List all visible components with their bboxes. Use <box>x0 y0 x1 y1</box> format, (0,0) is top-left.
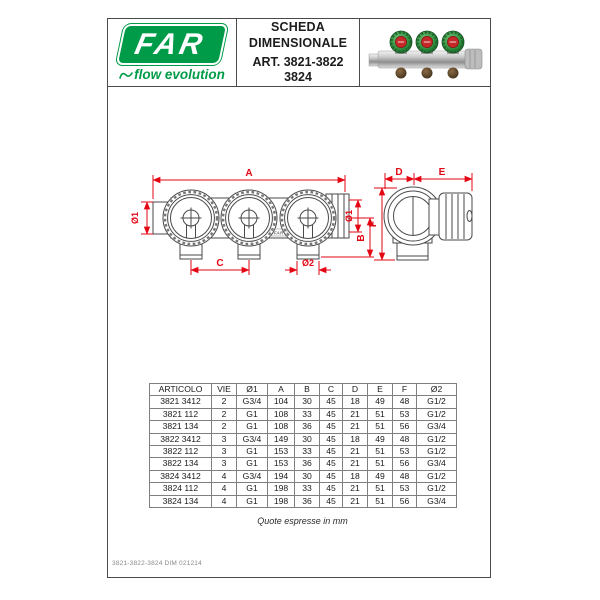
table-cell: 18 <box>343 470 368 482</box>
table-cell: 198 <box>268 495 295 507</box>
dim-label-d2: Ø2 <box>301 258 315 268</box>
column-header: B <box>295 384 320 396</box>
title-cell <box>237 19 360 86</box>
dim-label-B: B <box>356 234 367 242</box>
table-cell: G3/4 <box>237 396 268 408</box>
table-cell: 18 <box>343 396 368 408</box>
table-cell: 108 <box>268 421 295 433</box>
table-cell: 49 <box>368 433 393 445</box>
table-cell: 30 <box>295 433 320 445</box>
table-cell: 51 <box>368 483 393 495</box>
table-cell: 33 <box>295 446 320 458</box>
table-section <box>149 383 456 508</box>
table-cell: 51 <box>368 495 393 507</box>
table-cell: 36 <box>295 421 320 433</box>
dim-label-F: F <box>368 220 379 228</box>
table-cell: 56 <box>393 421 417 433</box>
table-cell: 3 <box>212 458 237 470</box>
column-header: C <box>320 384 343 396</box>
table-row <box>150 433 457 445</box>
table-cell: 149 <box>268 433 295 445</box>
table-row <box>150 495 457 507</box>
table-cell: 45 <box>320 408 343 420</box>
table-cell: G1/2 <box>417 470 457 482</box>
table-cell: 108 <box>268 408 295 420</box>
table-cell: 33 <box>295 483 320 495</box>
document-code: 3821-3822-3824 DIM 021214 <box>112 560 202 567</box>
header <box>108 19 490 87</box>
product-photo <box>361 21 489 85</box>
column-header: VIE <box>212 384 237 396</box>
column-header: E <box>368 384 393 396</box>
table-cell: G3/4 <box>417 421 457 433</box>
tagline-swash-icon <box>119 69 133 81</box>
table-cell: 48 <box>393 396 417 408</box>
dimensions-table <box>149 383 457 508</box>
table-cell: 3824 3412 <box>150 470 212 482</box>
table-cell: 3822 3412 <box>150 433 212 445</box>
body-brand-mark: FAR <box>273 231 284 237</box>
table-cell: G1 <box>237 421 268 433</box>
table-cell: G1/2 <box>417 483 457 495</box>
table-cell: 3821 112 <box>150 408 212 420</box>
table-cell: G1 <box>237 458 268 470</box>
column-header: F <box>393 384 417 396</box>
table-cell: 3 <box>212 433 237 445</box>
table-cell: 53 <box>393 483 417 495</box>
dim-label-A: A <box>245 168 253 179</box>
table-row <box>150 446 457 458</box>
table-cell: 4 <box>212 495 237 507</box>
table-cell: 30 <box>295 470 320 482</box>
table-cell: G3/4 <box>417 495 457 507</box>
table-cell: 153 <box>268 446 295 458</box>
table-cell: 45 <box>320 483 343 495</box>
table-cell: 21 <box>343 408 368 420</box>
dim-label-E: E <box>438 167 446 178</box>
table-cell: 36 <box>295 458 320 470</box>
table-row <box>150 421 457 433</box>
valve-knob <box>416 31 438 53</box>
table-cell: G3/4 <box>417 458 457 470</box>
table-cell: 33 <box>295 408 320 420</box>
side-view <box>384 187 472 260</box>
photo-cell <box>360 19 490 86</box>
table-cell: G3/4 <box>237 433 268 445</box>
column-header: Ø1 <box>237 384 268 396</box>
dim-label-C: C <box>216 258 224 269</box>
table-cell: 53 <box>393 446 417 458</box>
table-cell: 153 <box>268 458 295 470</box>
dim-label-D: D <box>395 167 403 178</box>
table-cell: 3824 112 <box>150 483 212 495</box>
table-cell: 3824 134 <box>150 495 212 507</box>
valve-knob <box>390 31 412 53</box>
table-cell: 21 <box>343 495 368 507</box>
table-row <box>150 470 457 482</box>
table-cell: 21 <box>343 446 368 458</box>
table-cell: 51 <box>368 446 393 458</box>
table-cell: 45 <box>320 458 343 470</box>
table-cell: 2 <box>212 396 237 408</box>
sheet-title-line1: SCHEDA <box>271 20 325 35</box>
table-cell: G1 <box>237 483 268 495</box>
table-cell: 56 <box>393 495 417 507</box>
table-cell: 3821 134 <box>150 421 212 433</box>
table-cell: 51 <box>368 421 393 433</box>
table-cell: 36 <box>295 495 320 507</box>
table-cell: G1 <box>237 408 268 420</box>
table-cell: G1/2 <box>417 446 457 458</box>
table-cell: 21 <box>343 483 368 495</box>
column-header: D <box>343 384 368 396</box>
table-cell: G1/2 <box>417 408 457 420</box>
table-header-row <box>150 384 457 396</box>
table-cell: 4 <box>212 470 237 482</box>
table-cell: 104 <box>268 396 295 408</box>
table-cell: 45 <box>320 421 343 433</box>
table-cell: 3 <box>212 446 237 458</box>
column-header: A <box>268 384 295 396</box>
front-view <box>153 190 349 259</box>
table-row <box>150 458 457 470</box>
valve-knob <box>442 31 464 53</box>
sheet-title-line2: DIMENSIONALE <box>248 36 348 51</box>
table-cell: 45 <box>320 396 343 408</box>
table-cell: 48 <box>393 470 417 482</box>
table-cell: 3822 134 <box>150 458 212 470</box>
table-cell: 21 <box>343 421 368 433</box>
article-numbers-line1: ART. 3821-3822 <box>252 54 344 69</box>
valve-knob-drawing <box>163 190 219 246</box>
table-cell: 51 <box>368 408 393 420</box>
table-row <box>150 396 457 408</box>
article-numbers-line2: 3824 <box>284 70 312 85</box>
table-cell: 30 <box>295 396 320 408</box>
column-header: Ø2 <box>417 384 457 396</box>
far-logo <box>118 26 226 63</box>
units-note: Quote espresse in mm <box>257 516 348 526</box>
table-cell: G1/2 <box>417 396 457 408</box>
table-cell: 45 <box>320 433 343 445</box>
table-cell: 45 <box>320 446 343 458</box>
table-cell: 51 <box>368 458 393 470</box>
brand-tagline <box>119 67 225 82</box>
table-cell: 21 <box>343 458 368 470</box>
table-cell: 4 <box>212 483 237 495</box>
table-cell: 18 <box>343 433 368 445</box>
dim-label-d1-left: Ø1 <box>130 211 140 225</box>
table-cell: 2 <box>212 408 237 420</box>
table-cell: 45 <box>320 470 343 482</box>
table-cell: 45 <box>320 495 343 507</box>
table-cell: G1 <box>237 495 268 507</box>
table-row <box>150 408 457 420</box>
table-cell: 194 <box>268 470 295 482</box>
logo-cell <box>108 19 237 86</box>
tagline-text: flow evolution <box>134 67 225 82</box>
table-cell: G3/4 <box>237 470 268 482</box>
table-cell: 3821 3412 <box>150 396 212 408</box>
table-cell: 49 <box>368 470 393 482</box>
table-cell: G1/2 <box>417 433 457 445</box>
valve-knob-drawing <box>221 190 277 246</box>
table-cell: G1 <box>237 446 268 458</box>
table-cell: 3822 112 <box>150 446 212 458</box>
valve-knob-drawing <box>280 190 336 246</box>
table-row <box>150 483 457 495</box>
brand-text: FAR <box>132 27 209 61</box>
table-cell: 2 <box>212 421 237 433</box>
dimensional-drawing <box>108 87 490 307</box>
table-cell: 56 <box>393 458 417 470</box>
table-cell: 49 <box>368 396 393 408</box>
datasheet-page <box>107 18 491 578</box>
table-cell: 198 <box>268 483 295 495</box>
column-header: ARTICOLO <box>150 384 212 396</box>
dim-label-d1-right: Ø1 <box>344 209 354 223</box>
table-cell: 53 <box>393 408 417 420</box>
table-cell: 48 <box>393 433 417 445</box>
